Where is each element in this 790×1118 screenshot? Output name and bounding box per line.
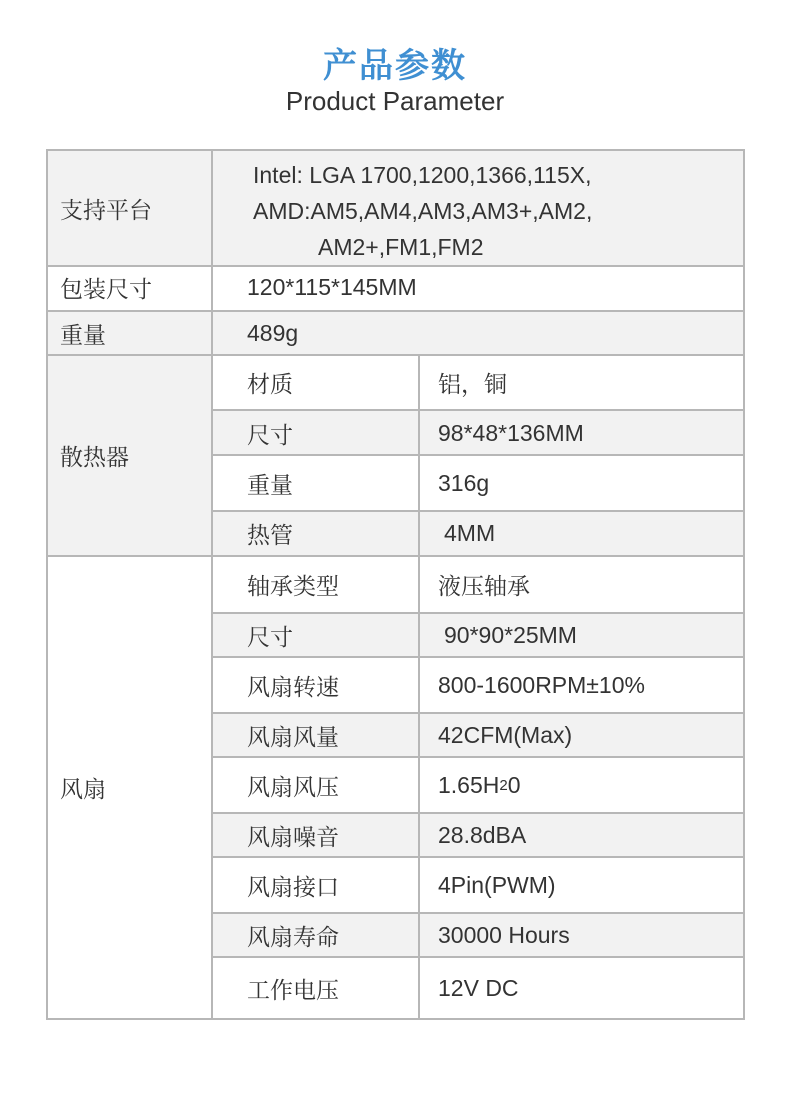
heatsink-key-size: 尺寸 [247,422,293,449]
divider [48,354,743,356]
fan-value-connector: 4Pin(PWM) [438,871,556,898]
divider [48,310,743,312]
page-title-cn: 产品参数 [323,46,467,86]
row-bg-weight [48,312,743,355]
platform-line-1: Intel: LGA 1700,1200,1366,115X, [253,162,592,188]
fan-value-size: 90*90*25MM [444,621,577,648]
fan-key-speed: 风扇转速 [247,674,339,701]
divider [48,555,743,557]
label-heatsink: 散热器 [60,444,129,471]
value-weight: 489g [247,320,299,346]
fan-value-speed: 800-1600RPM±10% [438,671,645,698]
divider [211,151,213,1018]
heatsink-value-size: 98*48*136MM [438,419,584,446]
page-title-en: Product Parameter [285,86,505,116]
platform-line-3: AM2+,FM1,FM2 [318,234,484,260]
label-fan: 风扇 [60,777,106,803]
heatsink-value-heatpipe: 4MM [444,519,496,546]
fan-value-life: 30000 Hours [438,921,570,948]
fan-key-airflow: 风扇风量 [247,724,339,751]
heatsink-key-weight: 重量 [247,472,293,499]
fan-value-pressure-sub: 2 [499,776,508,794]
fan-value-pressure-tail: 0 [507,771,521,798]
heatsink-key-material: 材质 [247,372,293,398]
fan-key-size: 尺寸 [247,624,293,651]
label-package-size: 包装尺寸 [60,277,152,303]
platform-line-2: AMD:AM5,AM4,AM3,AM3+,AM2, [253,198,593,224]
fan-value-pressure [438,758,521,812]
fan-value-airflow: 42CFM(Max) [438,721,573,748]
fan-key-life: 风扇寿命 [247,924,339,951]
fan-key-pressure: 风扇风压 [247,774,339,801]
heatsink-value-material: 铝，铜 [438,372,507,398]
label-platform: 支持平台 [60,198,152,224]
heatsink-value-weight: 316g [438,469,490,496]
heatsink-key-heatpipe: 热管 [247,522,293,549]
fan-value-bearing: 液压轴承 [438,574,530,600]
fan-value-noise: 28.8dBA [438,821,527,848]
fan-key-bearing: 轴承类型 [247,574,339,600]
fan-key-connector: 风扇接口 [247,874,339,901]
label-weight: 重量 [60,323,106,349]
parameter-table [46,149,745,1020]
fan-key-voltage: 工作电压 [247,977,339,1004]
fan-value-voltage: 12V DC [438,974,519,1001]
value-package-size: 120*115*145MM [247,274,417,300]
fan-value-pressure-main: 1.65H [438,771,500,798]
fan-key-noise: 风扇噪音 [247,824,339,851]
